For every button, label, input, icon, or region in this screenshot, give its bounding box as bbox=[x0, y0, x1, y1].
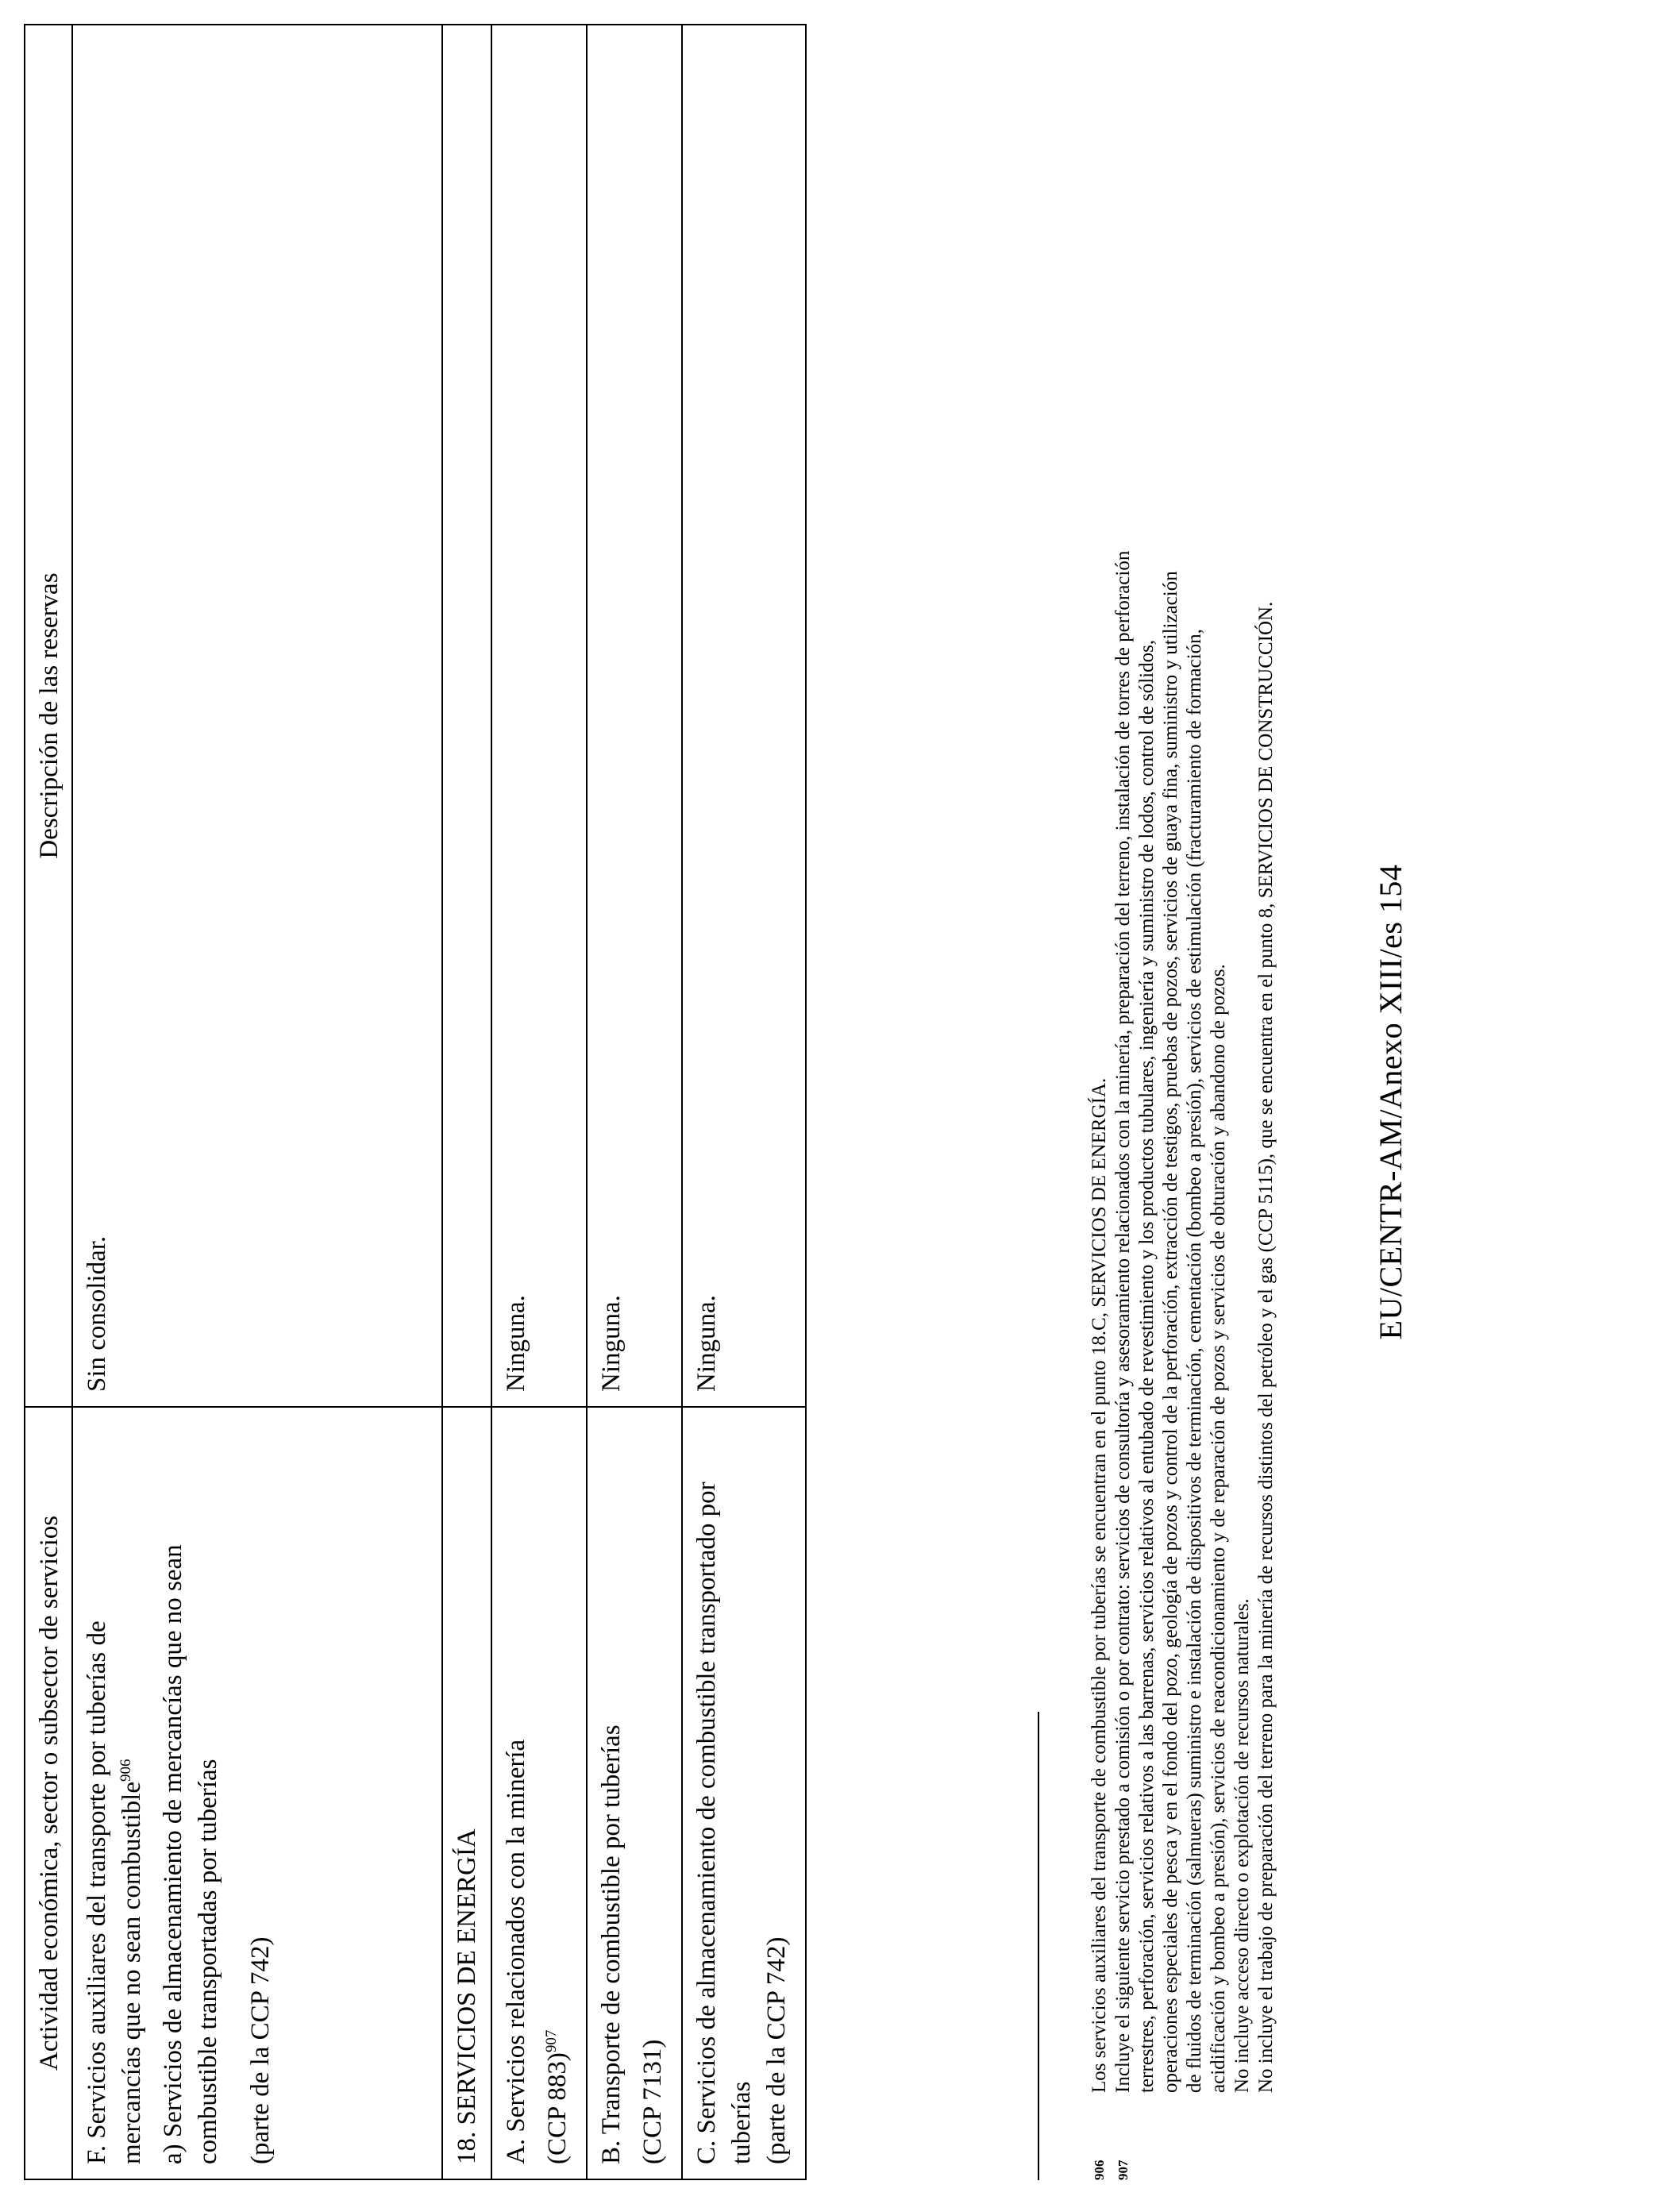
activity-cell bbox=[682, 1407, 806, 2179]
footnote-line: Los servicios auxiliares del transporte de combustible por tuberías se encuentran en el punto 18.C, SERVICIOS DE ENERGÍA. bbox=[1089, 1077, 1110, 2093]
table-row bbox=[682, 25, 806, 2179]
reservation-cell: Ninguna. bbox=[491, 25, 587, 1407]
reservation-cell: Ninguna. bbox=[587, 25, 682, 1407]
footnotes bbox=[1088, 24, 1278, 2180]
activity-cell bbox=[587, 1407, 682, 2179]
activity-a-title: A. Servicios relacionados con la minería bbox=[502, 1739, 530, 2164]
footnote-number: 906 bbox=[1092, 2160, 1107, 2180]
reservation-cell: Ninguna. bbox=[682, 25, 806, 1407]
activity-c-ccp: (parte de la CCP 742) bbox=[762, 1936, 791, 2164]
footnote-line: Incluye el siguiente servicio prestado a comisión o por contrato: servicios de consultoría y asesoramiento relacionados con la minería, preparación del terreno, instalación de torres de perforación bbox=[1112, 550, 1134, 2093]
footnote-line: No incluye el trabajo de preparación del terreno para la minería de recursos distintos del petróleo y el gas (CCP 5115), que se encuentra en el punto 8, SERVICIOS DE CONSTRUCCIÓN. bbox=[1255, 601, 1277, 2093]
header-activity: Actividad económica, sector o subsector de servicios bbox=[25, 1407, 72, 2179]
footnote-907 bbox=[1112, 24, 1278, 2180]
table-row bbox=[491, 25, 587, 2179]
activity-cell bbox=[491, 1407, 587, 2179]
activity-b-title: B. Transporte de combustible por tuberías bbox=[597, 1724, 626, 2164]
reservation-cell: Sin consolidar. bbox=[72, 25, 442, 1407]
table-row bbox=[587, 25, 682, 2179]
activity-f-ccp: (parte de la CCP 742) bbox=[246, 1936, 275, 2164]
activity-f-title: F. Servicios auxiliares del transporte por tuberías de mercancías que no sean combustible$^{906}$ bbox=[83, 1620, 146, 2164]
section-row bbox=[442, 25, 491, 2179]
footnote-ref-907: 907 bbox=[543, 2029, 560, 2053]
page-identifier: EU/CENTR-AM/Anexo XIII/es 154 bbox=[1373, 864, 1408, 1340]
footnote-line: No incluye acceso directo o explotación de recursos naturales. bbox=[1231, 1598, 1253, 2093]
footnote-line: terrestres, perforación, servicios relativos a las barrenas, servicios relativos al entubado de revestimiento y los productos tubulares, ingeniería y suministro de lodos, control de sólidos, bbox=[1136, 639, 1158, 2093]
footnote-ref-906: 906 bbox=[118, 1759, 134, 1782]
section-title: 18. SERVICIOS DE ENERGÍA bbox=[442, 1407, 491, 2179]
table-row bbox=[72, 25, 442, 2179]
footnote-number: 907 bbox=[1116, 2160, 1131, 2180]
activity-f-subitem: a) Servicios de almacenamiento de mercancías que no sean combustible transportadas por tuberías bbox=[159, 1544, 222, 2164]
activity-a-ccp: (CCP 883)$^{907}$ bbox=[543, 2029, 572, 2164]
footnote-separator bbox=[1038, 1712, 1039, 2180]
header-reservations: Descripción de las reservas bbox=[25, 25, 72, 1407]
table-header-row bbox=[25, 25, 72, 2179]
section-empty-cell bbox=[442, 25, 491, 1407]
footnote-line: de fluidos de terminación (salmueras) suministro e instalación de dispositivos de terminación, cementación (bombeo a presión), servicios de estimulación (fracturamiento de formación, bbox=[1184, 629, 1205, 2093]
footnote-906 bbox=[1088, 24, 1112, 2180]
footnote-line: acidificación y bombeo a presión), servicios de reacondicionamiento y de reparación de pozos y servicios de obturación y abandono de pozos. bbox=[1208, 964, 1229, 2093]
reserves-table bbox=[24, 24, 807, 2180]
activity-b-ccp: (CCP 7131) bbox=[638, 2039, 667, 2164]
activity-cell bbox=[72, 1407, 442, 2179]
footnote-line: operaciones especiales de pesca y en el fondo del pozo, geología de pozos y control de la perforación, extracción de testigos, pruebas de pozos, servicios de guaya fina, suministro y utilización bbox=[1160, 571, 1181, 2093]
activity-c-title: C. Servicios de almacenamiento de combustible transportado por tuberías bbox=[692, 1482, 756, 2164]
